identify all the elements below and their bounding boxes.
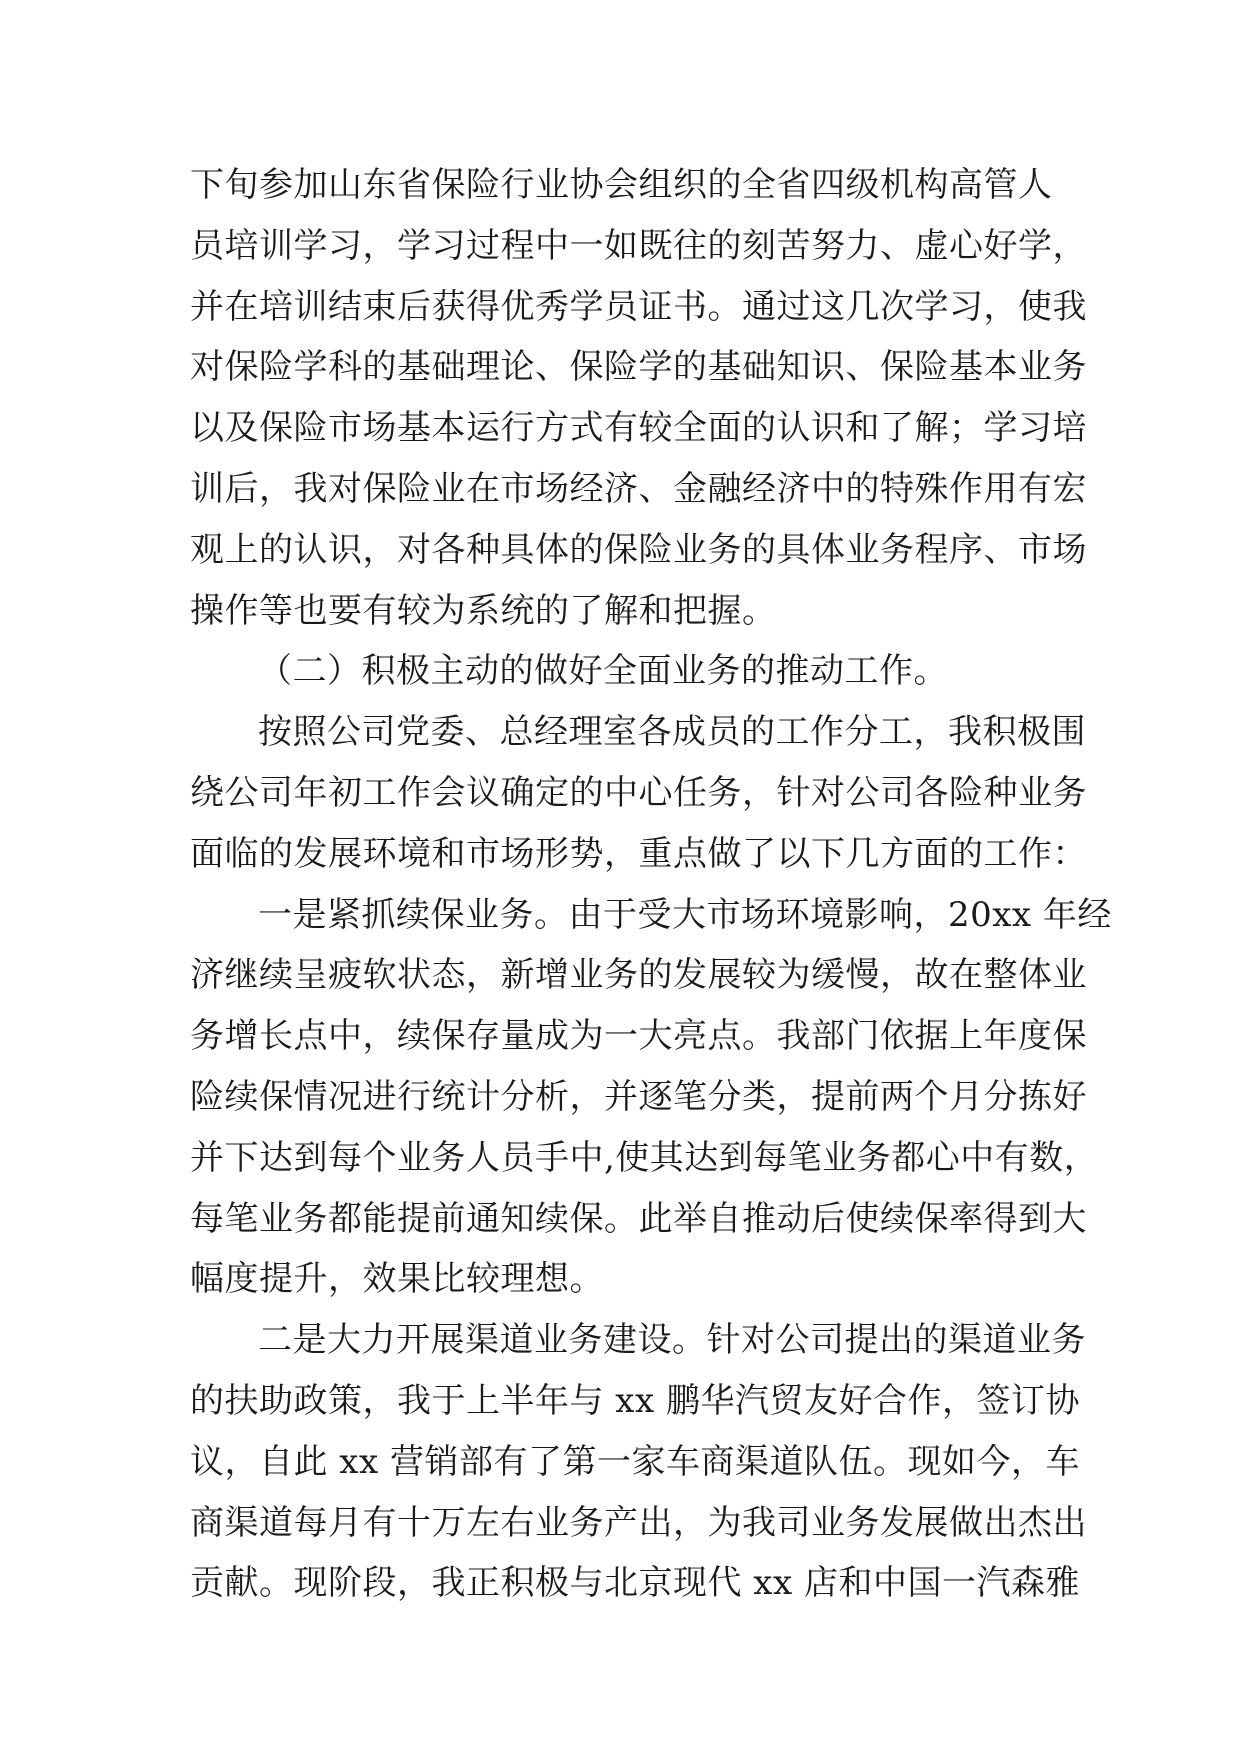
text-line: 二是大力开展渠道业务建设。针对公司提出的渠道业务 (258, 1320, 1086, 1361)
text-line: 险续保情况进行统计分析，并逐笔分类，提前两个月分拣好 (190, 1076, 1087, 1117)
text-line: 议，自此 xx 营销部有了第一家车商渠道队伍。现如今，车 (190, 1441, 1080, 1482)
text-line: 幅度提升，效果比较理想。 (190, 1259, 604, 1300)
text-line: 并下达到每个业务人员手中,使其达到每笔业务都心中有数， (190, 1137, 1099, 1178)
text-line: 务增长点中，续保存量成为一大亮点。我部门依据上年度保 (190, 1016, 1087, 1057)
text-line: 面临的发展环境和市场形势，重点做了以下几方面的工作： (190, 833, 1087, 874)
text-line: 按照公司党委、总经理室各成员的工作分工，我积极围 (258, 712, 1086, 753)
text-line: 一是紧抓续保业务。由于受大市场环境影响，20xx 年经 (258, 894, 1112, 935)
text-line: 商渠道每月有十万左右业务产出，为我司业务发展做出杰出 (190, 1502, 1087, 1543)
text-line: 下旬参加山东省保险行业协会组织的全省四级机构高管人 (190, 165, 1053, 205)
text-line: 对保险学科的基础理论、保险学的基础知识、保险基本业务 (190, 347, 1087, 388)
text-line: 操作等也要有较为系统的了解和把握。 (190, 590, 777, 631)
text-line: 济继续呈疲软状态，新增业务的发展较为缓慢，故在整体业 (190, 955, 1087, 996)
text-line: 每笔业务都能提前通知续保。此举自推动后使续保率得到大 (190, 1198, 1087, 1239)
text-line: 的扶助政策，我于上半年与 xx 鹏华汽贸友好合作，签订协 (190, 1380, 1080, 1421)
text-line: 并在培训结束后获得优秀学员证书。通过这几次学习，使我 (190, 286, 1087, 327)
text-line: 以及保险市场基本运行方式有较全面的认识和了解；学习培 (190, 408, 1087, 449)
text-line: （二）积极主动的做好全面业务的推动工作。 (258, 651, 948, 692)
text-line: 观上的认识，对各种具体的保险业务的具体业务程序、市场 (190, 529, 1087, 570)
text-line: 贡献。现阶段，我正积极与北京现代 xx 店和中国一汽森雅 (190, 1563, 1080, 1604)
body-text (190, 155, 1112, 1614)
text-line: 绕公司年初工作会议确定的中心任务，针对公司各险种业务 (190, 772, 1087, 813)
text-line: 训后，我对保险业在市场经济、金融经济中的特殊作用有宏 (190, 468, 1087, 509)
text-line: 员培训学习，学习过程中一如既往的刻苦努力、虚心好学， (190, 225, 1087, 266)
